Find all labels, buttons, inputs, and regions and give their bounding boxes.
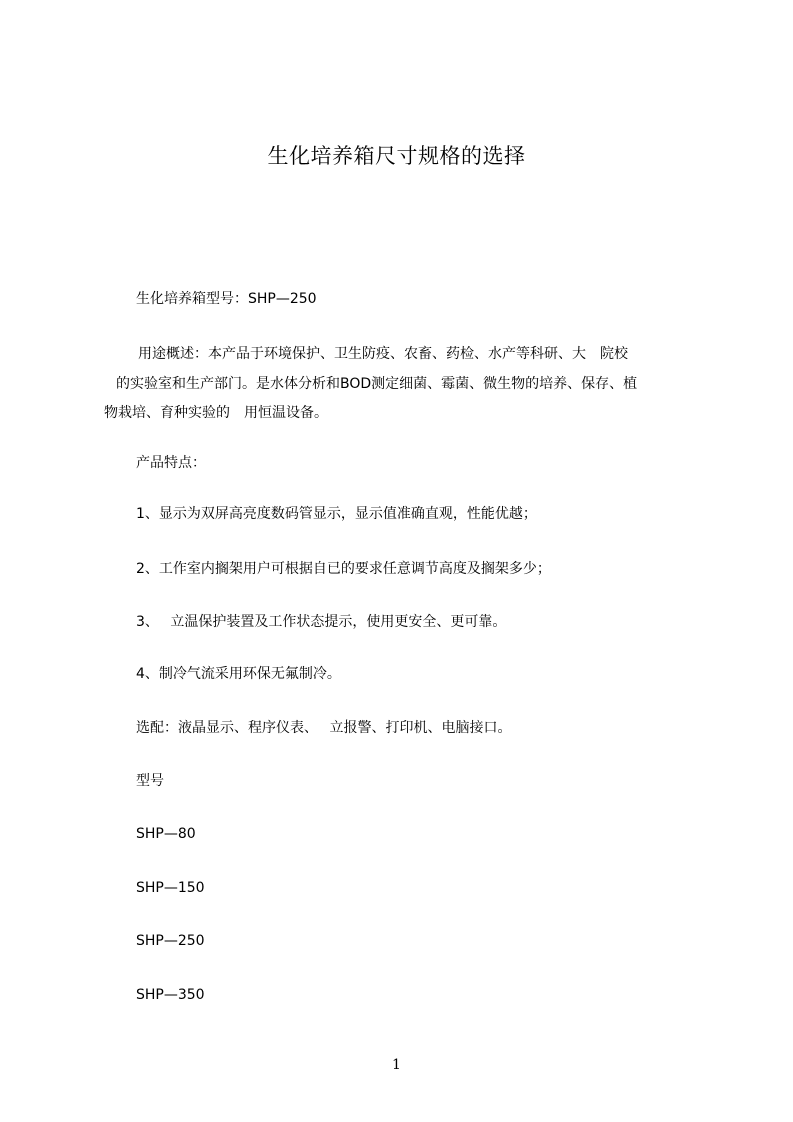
feature-item: 3、 立温保护装置及工作状态提示，使用更安全、更可靠。 — [136, 614, 507, 630]
feature-item: 1、显示为双屏高亮度数码管显示，显示值准确直观，性能优越； — [136, 506, 537, 522]
feature-item: 4、制冷气流采用环保无氟制冷。 — [136, 666, 341, 682]
description-line-3: 物栽培、育种实验的 用恒温设备。 — [104, 405, 328, 421]
model-item: SHP—350 — [136, 987, 205, 1003]
model-item: SHP—250 — [136, 933, 205, 949]
description-line-2: 的实验室和生产部门。是水体分析和BOD测定细菌、霉菌、微生物的培养、保存、植 — [116, 376, 638, 392]
feature-item: 2、工作室内搁架用户可根据自已的要求任意调节高度及搁架多少； — [136, 561, 551, 577]
description-line-1: 用途概述：本产品于环境保护、卫生防疫、农畜、药检、水产等科研、大 院校 — [138, 346, 628, 362]
model-item: SHP—150 — [136, 880, 205, 896]
page-title: 生化培养箱尺寸规格的选择 — [267, 144, 526, 168]
model-line: 生化培养箱型号：SHP—250 — [136, 291, 317, 307]
features-heading: 产品特点： — [136, 455, 206, 471]
options-line: 选配：液晶显示、程序仪表、 立报警、打印机、电脑接口。 — [136, 720, 512, 736]
model-item: SHP—80 — [136, 826, 196, 842]
models-heading: 型号 — [136, 773, 164, 789]
page-number: 1 — [392, 1057, 401, 1073]
